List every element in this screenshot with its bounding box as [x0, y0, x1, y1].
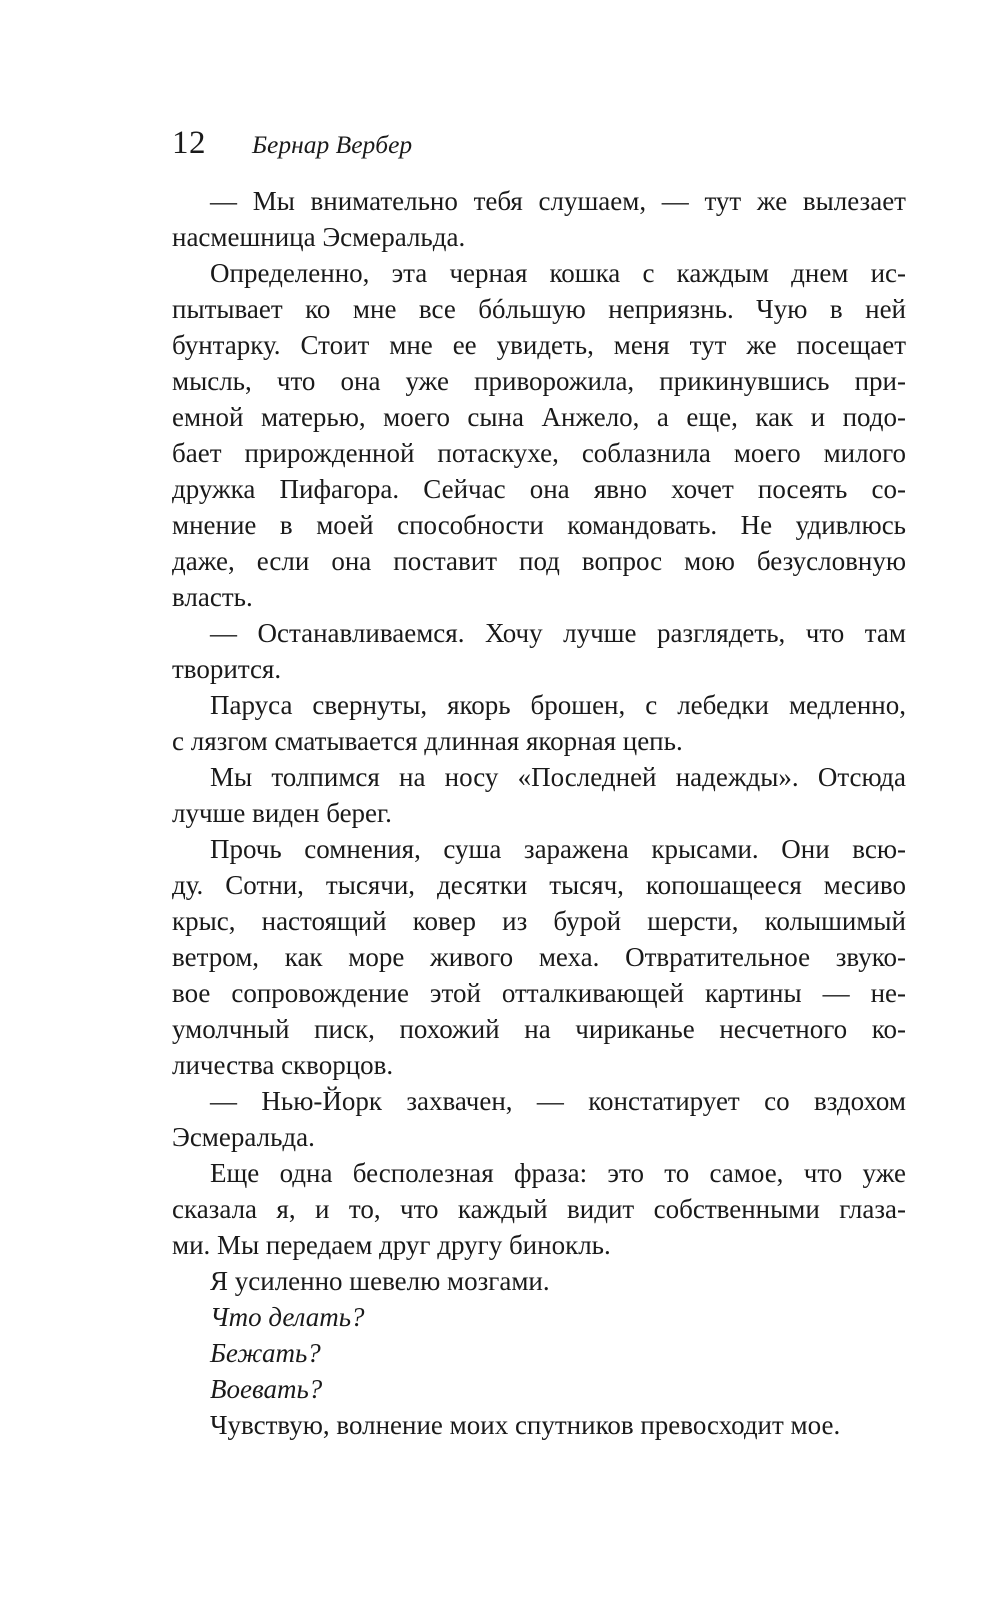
text-line: творится.: [172, 654, 282, 684]
paragraph: [172, 1299, 906, 1335]
text-line: Паруса свернуты, якорь брошен, с лебедки медленно,: [210, 690, 906, 720]
text-line: вое сопровождение этой отталкивающей картины — не-: [172, 978, 906, 1008]
paragraph: [172, 687, 906, 759]
text-line: Определенно, эта черная кошка с каждым днем ис-: [210, 258, 906, 288]
text-line: личества скворцов.: [172, 1050, 394, 1080]
paragraph: [172, 759, 906, 831]
paragraph: [172, 831, 906, 1083]
text-line: Что делать?: [210, 1302, 365, 1332]
text-line: ветром, как море живого меха. Отвратительное звуко-: [172, 942, 906, 972]
paragraph: [172, 1155, 906, 1263]
text-line: насмешница Эсмеральда.: [172, 222, 466, 252]
text-line: бает прирожденной потаскухе, соблазнила моего милого: [172, 438, 906, 468]
text-line: даже, если она поставит под вопрос мою безусловную: [172, 546, 906, 576]
text-line: Чувствую, волнение моих спутников превосходит мое.: [210, 1410, 841, 1440]
running-head: [172, 120, 412, 166]
text-line: мысль, что она уже приворожила, прикинувшись при-: [172, 366, 906, 396]
text-line: емной матерью, моего сына Анжело, а еще, как и подо-: [172, 402, 906, 432]
text-line: — Мы внимательно тебя слушаем, — тут же вылезает: [210, 186, 906, 216]
text-line: Воевать?: [210, 1374, 323, 1404]
paragraph: [172, 1263, 906, 1299]
text-line: с лязгом сматывается длинная якорная цепь.: [172, 726, 683, 756]
text-line: ду. Сотни, тысячи, десятки тысяч, копошащееся месиво: [172, 870, 906, 900]
text-line: умолчный писк, похожий на чириканье несчетного ко-: [172, 1014, 906, 1044]
page-number: 12: [172, 125, 206, 161]
text-line: крыс, настоящий ковер из бурой шерсти, колышимый: [172, 906, 906, 936]
text-line: Еще одна бесполезная фраза: это то самое, что уже: [210, 1158, 906, 1188]
paragraph: [172, 615, 906, 687]
text-line: Прочь сомнения, суша заражена крысами. Они всю-: [210, 834, 906, 864]
text-line: сказала я, и то, что каждый видит собственными глаза-: [172, 1194, 906, 1224]
author-name: Бернар Вербер: [252, 130, 413, 159]
text-line: Я усиленно шевелю мозгами.: [210, 1266, 550, 1296]
text-line: ми. Мы передаем друг другу бинокль.: [172, 1230, 611, 1260]
text-line: власть.: [172, 582, 253, 612]
text-line: пытывает ко мне все бóльшую неприязнь. Чую в ней: [172, 294, 906, 324]
text-line: — Останавливаемся. Хочу лучше разглядеть, что там: [210, 618, 906, 648]
paragraph: [172, 1083, 906, 1155]
paragraph: [172, 1407, 906, 1443]
paragraph: [172, 1371, 906, 1407]
text-line: мнение в моей способности командовать. Не удивлюсь: [172, 510, 906, 540]
text-line: Эсмеральда.: [172, 1122, 315, 1152]
text-line: Бежать?: [210, 1338, 321, 1368]
body-text: [172, 183, 906, 1443]
paragraph: [172, 255, 906, 615]
paragraph: [172, 1335, 906, 1371]
text-line: бунтарку. Стоит мне ее увидеть, меня тут же посещает: [172, 330, 906, 360]
text-line: дружка Пифагора. Сейчас она явно хочет посеять со-: [172, 474, 906, 504]
text-line: — Нью-Йорк захвачен, — констатирует со вздохом: [210, 1086, 906, 1116]
text-line: лучше виден берег.: [172, 798, 392, 828]
paragraph: [172, 183, 906, 255]
text-line: Мы толпимся на носу «Последней надежды». Отсюда: [210, 762, 906, 792]
